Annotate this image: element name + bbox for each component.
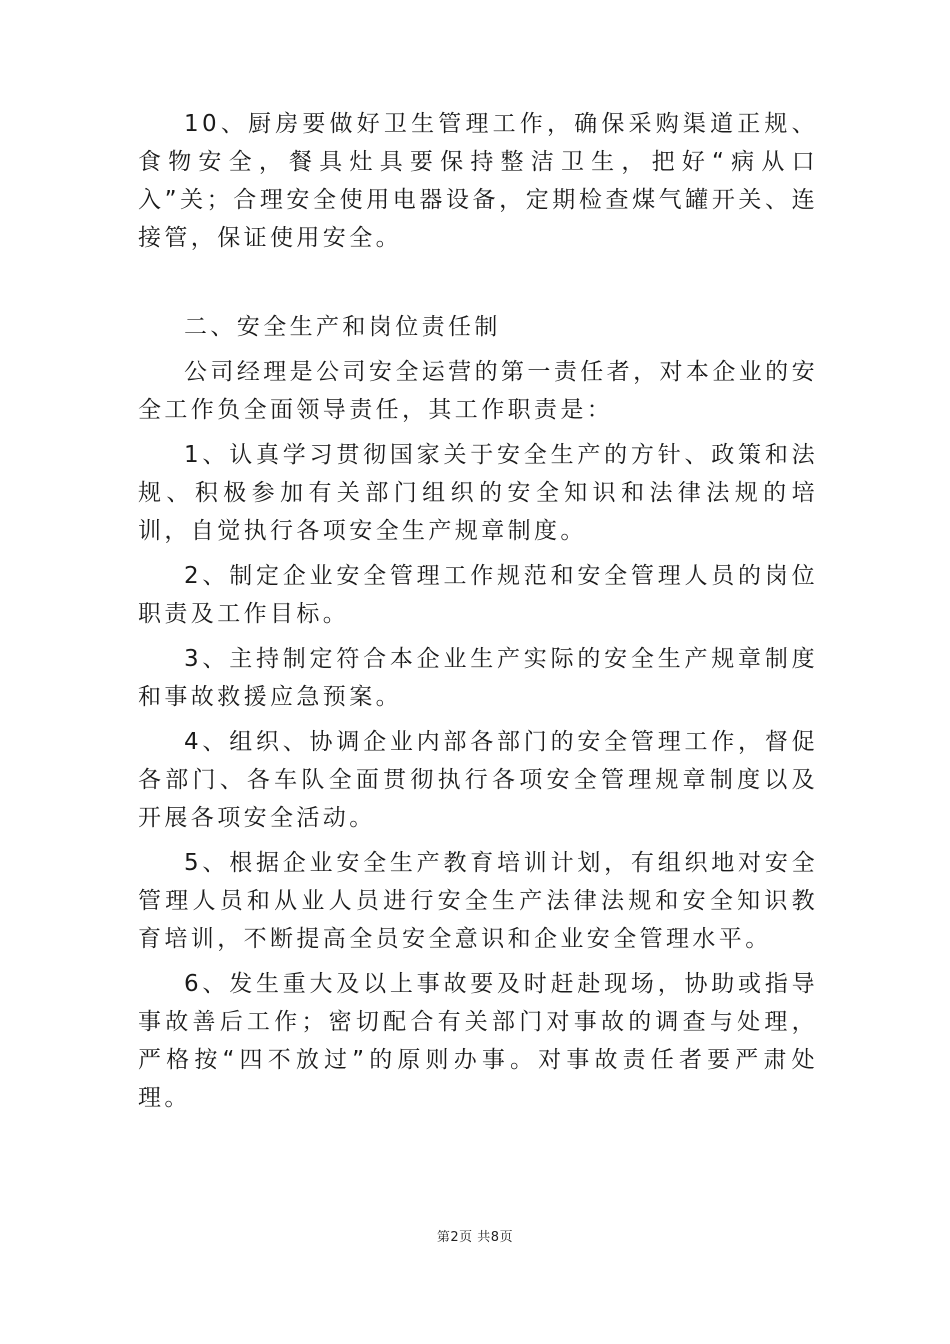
section-heading: 二、安全生产和岗位责任制 xyxy=(184,314,501,340)
document-body xyxy=(138,105,818,1124)
paragraph-duty-1: 1、认真学习贯彻国家关于安全生产的方针、政策和法规、积极参加有关部门组织的安全知识和法律法规的培训，自觉执行各项安全生产规章制度。 xyxy=(138,442,818,544)
paragraph-duty-3: 3、主持制定符合本企业生产实际的安全生产规章制度和事故救援应急预案。 xyxy=(138,646,818,710)
paragraph-kitchen-hygiene: 10、厨房要做好卫生管理工作，确保采购渠道正规、食物安全，餐具灶具要保持整洁卫生，把好“病从口入”关；合理安全使用电器设备，定期检查煤气罐开关、连接管，保证使用安全。 xyxy=(138,111,818,251)
paragraph-duty-2: 2、制定企业安全管理工作规范和安全管理人员的岗位职责及工作目标。 xyxy=(138,563,818,627)
paragraph-duty-4: 4、组织、协调企业内部各部门的安全管理工作，督促各部门、各车队全面贯彻执行各项安全管理规章制度以及开展各项安全活动。 xyxy=(138,729,818,831)
paragraph-duty-6: 6、发生重大及以上事故要及时赶赴现场，协助或指导事故善后工作；密切配合有关部门对事故的调查与处理，严格按“四不放过”的原则办事。对事故责任者要严肃处理。 xyxy=(138,971,818,1111)
page-number-footer: 第2页 共8页 xyxy=(436,1230,514,1245)
section-gap xyxy=(138,257,818,308)
paragraph-manager-responsibility: 公司经理是公司安全运营的第一责任者，对本企业的安全工作负全面领导责任，其工作职责是： xyxy=(138,359,818,423)
paragraph-duty-5: 5、根据企业安全生产教育培训计划，有组织地对安全管理人员和从业人员进行安全生产法律法规和安全知识教育培训，不断提高全员安全意识和企业安全管理水平。 xyxy=(138,850,818,952)
